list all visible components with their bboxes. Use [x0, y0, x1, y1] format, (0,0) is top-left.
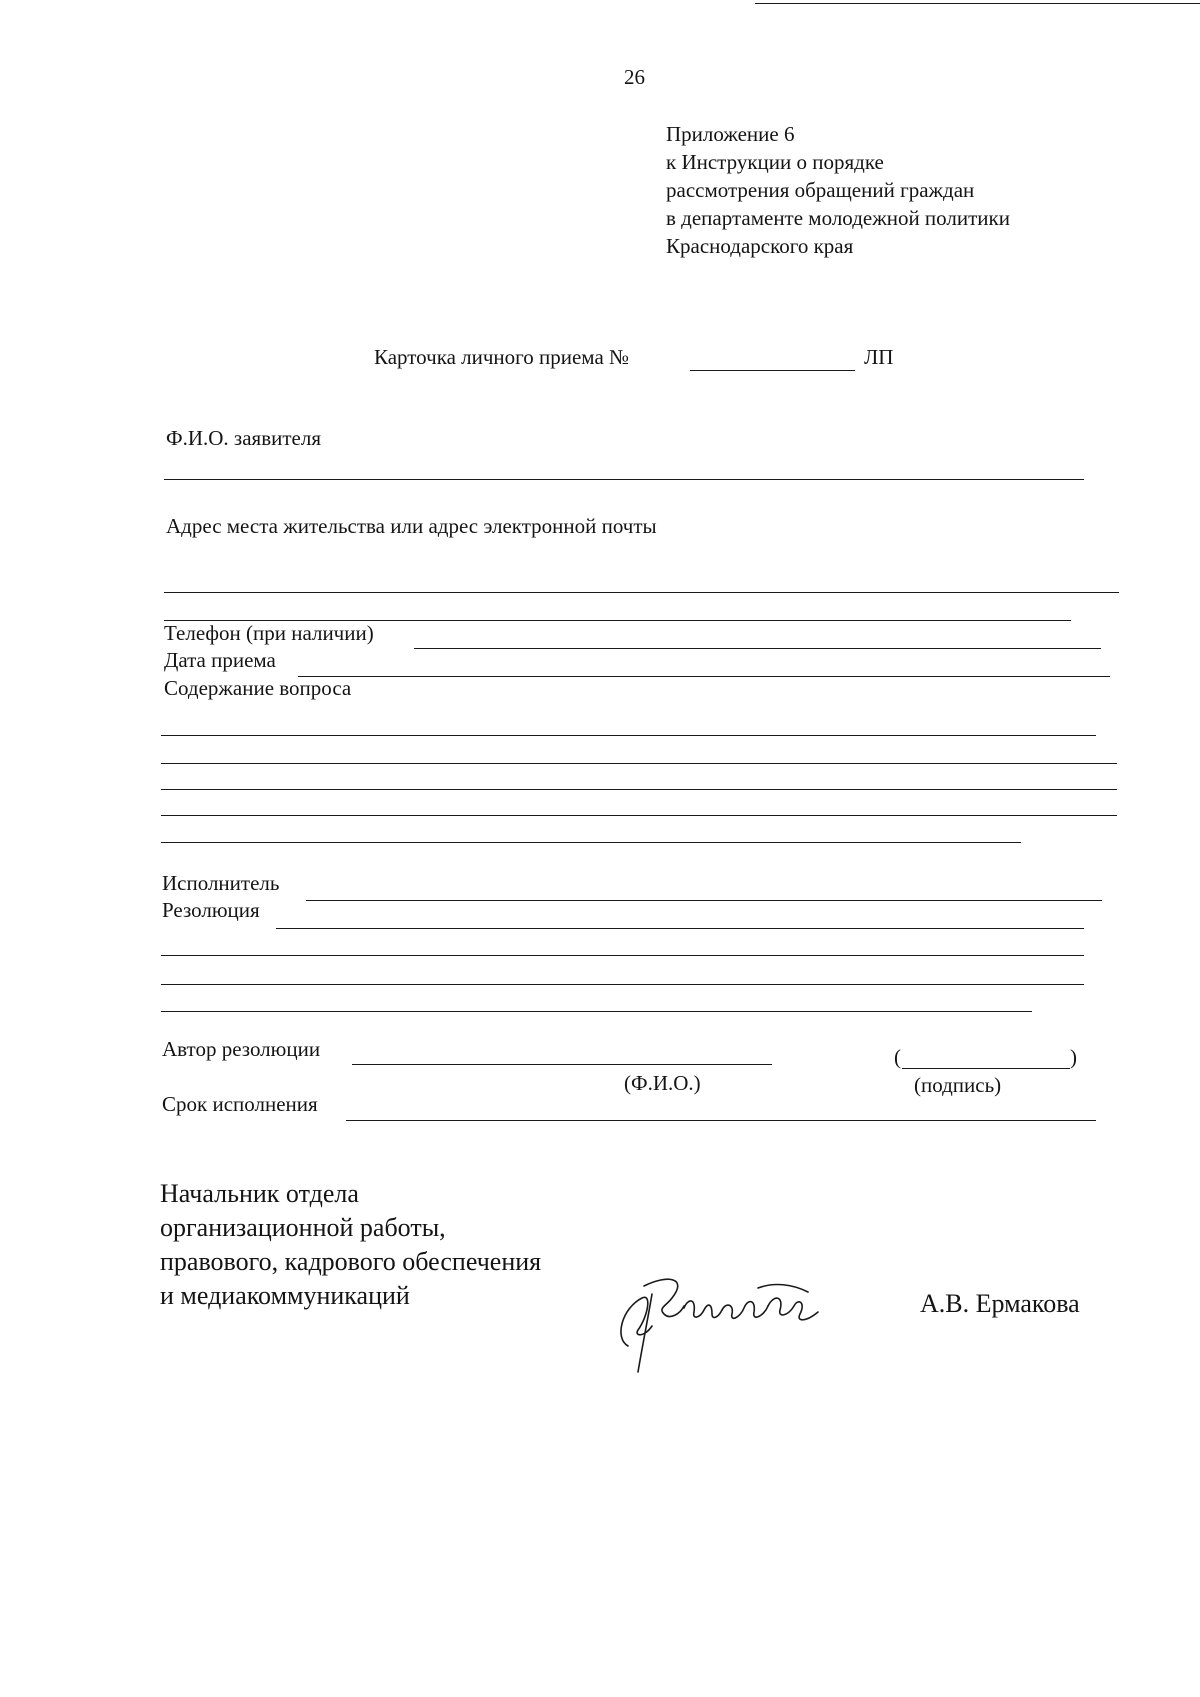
executor-line — [306, 900, 1102, 901]
appendix-line: Приложение 6 — [666, 122, 795, 146]
signer-position — [160, 1177, 541, 1313]
card-title-prefix: Карточка личного приема № — [374, 345, 630, 369]
resolution-line-4 — [161, 1011, 1032, 1012]
phone-line — [414, 648, 1101, 649]
page-number: 26 — [624, 65, 645, 89]
applicant-name-label: Ф.И.О. заявителя — [166, 426, 321, 450]
executor-label: Исполнитель — [162, 871, 280, 895]
appendix-line: в департаменте молодежной политики — [666, 206, 1010, 230]
appendix-line: к Инструкции о порядке — [666, 150, 884, 174]
resolution-line-3 — [161, 984, 1084, 985]
resolution-author-label: Автор резолюции — [162, 1037, 321, 1061]
question-line-3 — [161, 789, 1117, 790]
question-label: Содержание вопроса — [164, 676, 352, 700]
resolution-line-2 — [161, 955, 1084, 956]
question-line-5 — [161, 842, 1021, 843]
fio-caption: (Ф.И.О.) — [624, 1071, 701, 1095]
resolution-label: Резолюция — [162, 898, 260, 922]
card-title-suffix: ЛП — [864, 345, 894, 369]
question-line-1 — [161, 735, 1096, 736]
question-line-4 — [161, 815, 1117, 816]
date-line — [298, 676, 1110, 677]
resolution-author-line — [352, 1064, 772, 1065]
resolution-line-1 — [276, 928, 1084, 929]
signer-position-line: организационной работы, — [160, 1213, 446, 1242]
deadline-label: Срок исполнения — [162, 1092, 318, 1116]
signature-caption: (подпись) — [914, 1073, 1002, 1097]
appendix-line: Краснодарского края — [666, 234, 854, 258]
signer-position-line: и медиакоммуникаций — [160, 1281, 410, 1310]
date-label: Дата приема — [164, 648, 276, 672]
deadline-line — [346, 1120, 1096, 1121]
address-label: Адрес места жительства или адрес электронной почты — [166, 514, 657, 538]
signature-line — [902, 1068, 1070, 1069]
scan-edge-line — [755, 3, 1200, 4]
phone-label: Телефон (при наличии) — [164, 621, 374, 645]
question-line-2 — [161, 763, 1117, 764]
signer-name: А.В. Ермакова — [920, 1289, 1080, 1318]
signer-position-line: правового, кадрового обеспечения — [160, 1247, 542, 1276]
card-number-line — [690, 370, 855, 371]
applicant-name-line — [164, 479, 1084, 480]
appendix-block — [666, 121, 1010, 261]
appendix-line: рассмотрения обращений граждан — [666, 178, 975, 202]
handwritten-signature — [608, 1268, 828, 1378]
signer-position-line: Начальник отдела — [160, 1179, 359, 1208]
address-line-1 — [164, 592, 1119, 593]
signature-paren-open: ( — [894, 1045, 901, 1069]
signature-paren-close: ) — [1070, 1045, 1077, 1069]
